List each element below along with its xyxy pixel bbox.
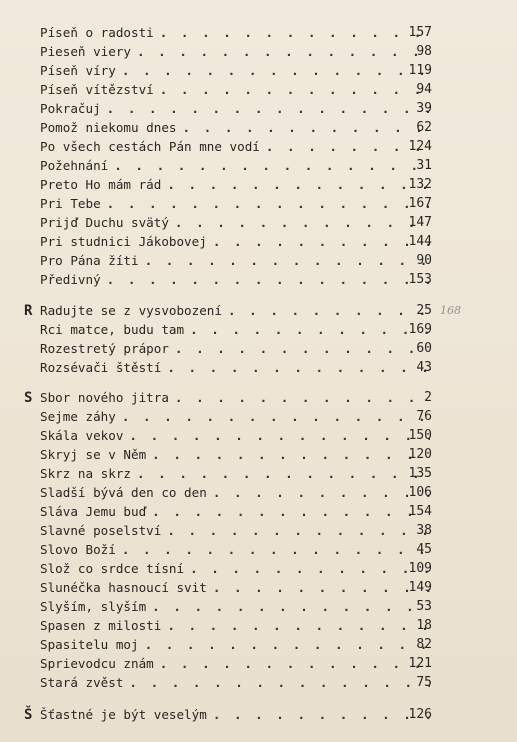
- leader-dots: [107, 101, 430, 116]
- entry-title: Spasen z milosti: [40, 618, 162, 633]
- index-entry: [40, 341, 430, 360]
- leader-dots: [167, 523, 430, 538]
- entry-title: Rozsévači štěstí: [40, 360, 162, 375]
- entry-title: Slož co srdce tísní: [40, 561, 185, 576]
- leader-dots: [107, 196, 430, 211]
- entry-page: 126: [408, 707, 432, 722]
- leader-dots: [114, 158, 430, 173]
- leader-dots: [190, 561, 430, 576]
- index-entry: [40, 561, 430, 580]
- entry-title: Pri Tebe: [40, 196, 101, 211]
- entry-page: 144: [408, 234, 432, 249]
- section-letter: Š: [24, 707, 33, 723]
- index-entry: [40, 618, 430, 637]
- leader-dots: [122, 542, 430, 557]
- index-entry: [40, 580, 430, 599]
- leader-dots: [228, 303, 430, 318]
- entry-title: Slavné poselství: [40, 523, 162, 538]
- entry-page: 98: [416, 44, 432, 59]
- index-entry: [40, 656, 430, 675]
- entry-page: 153: [408, 272, 432, 287]
- leader-dots: [175, 215, 430, 230]
- leader-dots: [160, 656, 430, 671]
- entry-page: 109: [408, 561, 432, 576]
- entry-title: Radujte se z vysvobození: [40, 303, 222, 318]
- index-entry: [40, 139, 430, 158]
- entry-page: 38: [416, 523, 432, 538]
- index-entry: [40, 523, 430, 542]
- index-entry: [40, 447, 430, 466]
- entry-page: 120: [408, 447, 432, 462]
- entry-title: Pieseň viery: [40, 44, 131, 59]
- index-entry: [40, 637, 430, 656]
- index-entry: [40, 303, 430, 322]
- entry-title: Píseň o radosti: [40, 25, 154, 40]
- entry-page: 53: [416, 599, 432, 614]
- entry-page: 62: [416, 120, 432, 135]
- leader-dots: [145, 637, 430, 652]
- entry-page: 94: [416, 82, 432, 97]
- index-entry: [40, 177, 430, 196]
- leader-dots: [137, 44, 430, 59]
- entry-title: Píseň víry: [40, 63, 116, 78]
- entry-page: 43: [416, 360, 432, 375]
- leader-dots: [167, 618, 430, 633]
- entry-page: 31: [416, 158, 432, 173]
- entry-title: Sbor nového jitra: [40, 390, 169, 405]
- entry-title: Rozestretý prápor: [40, 341, 169, 356]
- index-entry: [40, 253, 430, 272]
- entry-title: Pokračuj: [40, 101, 101, 116]
- leader-dots: [175, 341, 430, 356]
- section-letter: S: [24, 390, 33, 406]
- index-entry: [40, 120, 430, 139]
- index-entry: [40, 599, 430, 618]
- index-entry: [40, 234, 430, 253]
- entry-title: Pro Pána žíti: [40, 253, 139, 268]
- entry-page: 121: [408, 656, 432, 671]
- entry-page: 82: [416, 637, 432, 652]
- index-entry: [40, 158, 430, 177]
- entry-page: 154: [408, 504, 432, 519]
- entry-title: Skrz na skrz: [40, 466, 131, 481]
- leader-dots: [129, 428, 430, 443]
- entry-title: Pri studnici Jákobovej: [40, 234, 207, 249]
- entry-title: Slyším, slyším: [40, 599, 147, 614]
- entry-page: 124: [408, 139, 432, 154]
- entry-page: 39: [416, 101, 432, 116]
- entry-title: Skála vekov: [40, 428, 124, 443]
- leader-dots: [213, 234, 430, 249]
- leader-dots: [152, 447, 430, 462]
- index-entry: [40, 360, 430, 379]
- leader-dots: [145, 253, 430, 268]
- entry-title: Předivný: [40, 272, 101, 287]
- index-entry: [40, 428, 430, 447]
- index-entry: [40, 485, 430, 504]
- leader-dots: [167, 360, 430, 375]
- entry-title: Sláva Jemu buď: [40, 504, 147, 519]
- index-entry: [40, 542, 430, 561]
- entry-page: 132: [408, 177, 432, 192]
- entry-page: 135: [408, 466, 432, 481]
- index-entry: [40, 44, 430, 63]
- entry-page: 60: [416, 341, 432, 356]
- index-entry: [40, 101, 430, 120]
- entry-title: Sprievodcu znám: [40, 656, 154, 671]
- entry-page: 150: [408, 428, 432, 443]
- entry-title: Prijď Duchu svätý: [40, 215, 169, 230]
- index-entry: [40, 409, 430, 428]
- entry-title: Rci matce, budu tam: [40, 322, 185, 337]
- leader-dots: [160, 25, 430, 40]
- entry-title: Píseň vítězství: [40, 82, 154, 97]
- entry-page: 157: [408, 25, 432, 40]
- leader-dots: [160, 82, 430, 97]
- leader-dots: [122, 63, 430, 78]
- entry-page: 90: [416, 253, 432, 268]
- entry-title: Slovo Boží: [40, 542, 116, 557]
- entry-page: 2: [424, 390, 432, 405]
- entry-title: Stará zvěst: [40, 675, 124, 690]
- entry-page: 18: [416, 618, 432, 633]
- index-entry: [40, 675, 430, 694]
- handwritten-annotation: 168: [440, 304, 461, 317]
- entry-title: Slunéčka hasnoucí svit: [40, 580, 207, 595]
- leader-dots: [152, 504, 430, 519]
- index-entry: [40, 707, 430, 726]
- entry-title: Spasitelu moj: [40, 637, 139, 652]
- leader-dots: [266, 139, 430, 154]
- leader-dots: [137, 466, 430, 481]
- entry-title: Preto Ho mám rád: [40, 177, 162, 192]
- leader-dots: [107, 272, 430, 287]
- leader-dots: [182, 120, 430, 135]
- entry-title: Po všech cestách Pán mne vodí: [40, 139, 260, 154]
- index-entry: [40, 390, 430, 409]
- entry-page: 169: [408, 322, 432, 337]
- leader-dots: [213, 707, 430, 722]
- entry-title: Sladší bývá den co den: [40, 485, 207, 500]
- entry-page: 106: [408, 485, 432, 500]
- entry-page: 119: [408, 63, 432, 78]
- index-entry: [40, 322, 430, 341]
- entry-title: Skryj se v Něm: [40, 447, 147, 462]
- entry-page: 147: [408, 215, 432, 230]
- entry-title: Pomož niekomu dnes: [40, 120, 177, 135]
- index-entry: [40, 504, 430, 523]
- index-entry: [40, 215, 430, 234]
- entry-page: 149: [408, 580, 432, 595]
- leader-dots: [129, 675, 430, 690]
- entry-page: 76: [416, 409, 432, 424]
- index-entry: [40, 196, 430, 215]
- entry-title: Šťastné je být veselým: [40, 707, 207, 722]
- index-entry: [40, 63, 430, 82]
- entry-page: 167: [408, 196, 432, 211]
- leader-dots: [190, 322, 430, 337]
- index-entry: [40, 25, 430, 44]
- leader-dots: [213, 485, 430, 500]
- index-entry: [40, 272, 430, 291]
- section-letter: R: [24, 303, 33, 319]
- leader-dots: [175, 390, 430, 405]
- entry-page: 75: [416, 675, 432, 690]
- leader-dots: [152, 599, 430, 614]
- entry-title: Požehnání: [40, 158, 109, 173]
- leader-dots: [167, 177, 430, 192]
- index-entry: [40, 466, 430, 485]
- leader-dots: [213, 580, 430, 595]
- entry-page: 25: [416, 303, 432, 318]
- entry-page: 45: [416, 542, 432, 557]
- index-entry: [40, 82, 430, 101]
- entry-title: Sejme záhy: [40, 409, 116, 424]
- leader-dots: [122, 409, 430, 424]
